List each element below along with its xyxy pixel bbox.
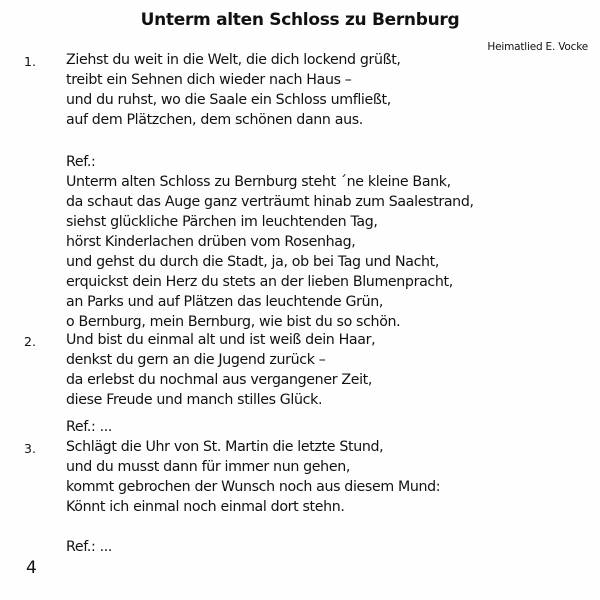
refrain-line: erquickst dein Herz du stets an der lieben Blumenpracht, — [66, 274, 453, 290]
verse-number-3: 3. — [24, 441, 36, 456]
verse-line: Ziehst du weit in die Welt, die dich lockend grüßt, — [66, 52, 401, 68]
refrain-repeat-2: Ref.: ... — [66, 539, 113, 555]
verse-line: Schlägt die Uhr von St. Martin die letzte Stund, — [66, 439, 384, 455]
refrain-line: Unterm alten Schloss zu Bernburg steht ´ne kleine Bank, — [66, 174, 451, 190]
verse-line: treibt ein Sehnen dich wieder nach Haus – — [66, 72, 352, 88]
refrain — [66, 152, 474, 332]
verse-2 — [66, 330, 375, 410]
author-credit: Heimatlied E. Vocke — [487, 41, 588, 53]
verse-line: auf dem Plätzchen, dem schönen dann aus. — [66, 112, 363, 128]
verse-line: und du ruhst, wo die Saale ein Schloss umfließt, — [66, 92, 391, 108]
verse-line: Könnt ich einmal noch einmal dort stehn. — [66, 499, 345, 515]
refrain-repeat-1: Ref.: ... — [66, 419, 113, 435]
refrain-line: da schaut das Auge ganz verträumt hinab zum Saalestrand, — [66, 194, 474, 210]
verse-line: da erlebst du nochmal aus vergangener Zeit, — [66, 372, 373, 388]
song-title: Unterm alten Schloss zu Bernburg — [140, 10, 460, 30]
verse-number-1: 1. — [24, 54, 36, 69]
verse-line: Und bist du einmal alt und ist weiß dein Haar, — [66, 332, 376, 348]
verse-line: denkst du gern an die Jugend zurück – — [66, 352, 326, 368]
verse-number-2: 2. — [24, 334, 36, 349]
verse-1 — [66, 50, 401, 130]
verse-3 — [66, 437, 440, 517]
verse-line: kommt gebrochen der Wunsch noch aus diesem Mund: — [66, 479, 441, 495]
verse-line: und du musst dann für immer nun gehen, — [66, 459, 350, 475]
refrain-line: hörst Kinderlachen drüben vom Rosenhag, — [66, 234, 356, 250]
refrain-line: siehst glückliche Pärchen im leuchtenden Tag, — [66, 214, 378, 230]
refrain-label: Ref.: — [66, 154, 96, 170]
refrain-line: an Parks und auf Plätzen das leuchtende Grün, — [66, 294, 384, 310]
page-number: 4 — [26, 558, 37, 578]
verse-line: diese Freude und manch stilles Glück. — [66, 392, 323, 408]
refrain-line: o Bernburg, mein Bernburg, wie bist du so schön. — [66, 314, 401, 330]
refrain-line: und gehst du durch die Stadt, ja, ob bei Tag und Nacht, — [66, 254, 440, 270]
